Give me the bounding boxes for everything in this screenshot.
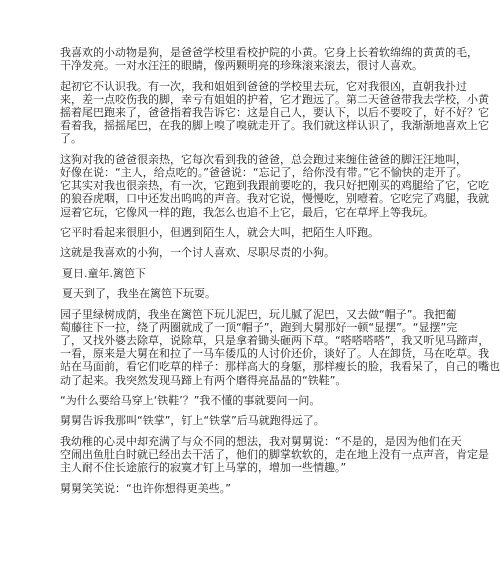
essay-title [62,267,442,280]
text-line: 主人耐不住长途旅行的寂寞才钉上马掌的，增加一些情趣。” [60,461,347,475]
text-line: 舅舅告诉我那叫“铁掌”，钉上“铁掌”后马就跑得远了。 [60,414,325,428]
text-line: 了。 [60,132,82,146]
text-line: 这就是我喜欢的小狗，一个讨人喜欢、尽职尽责的小狗。 [60,246,335,260]
text-line: 来，差一点咬伤我的脚，幸亏有姐姐的护着，它才跑远了。第二天爸爸带我去学校，小黄 [60,92,489,106]
paragraph-question [60,394,440,407]
paragraph-summer-intro [62,287,442,300]
paragraph-childish-idea [60,434,489,475]
text-line: 干净发亮。一对水汪汪的眼睛，像两颗明亮的珍珠滚来滚去，很讨人喜欢。 [60,59,423,73]
text-line: 它其实对我也很亲热，有一次，它跑到我跟前要吃的，我只好把刚买的鸡腿给了它，它吃 [60,179,489,193]
paragraph-first-meeting [60,79,489,146]
paragraph-garden [60,307,500,387]
text-line: 看着我，摇摇尾巴，在我的脚上嗅了嗅就走开了。我们就这样认识了，我渐渐地喜欢上它 [60,119,489,133]
text-line: “为什么要给马穿上‘铁鞋’？”我不懂的事就要问一问。 [60,394,321,407]
text-line: 空闹出鱼肚白时就已经出去干活了，他们的脚掌软软的，走在地上没有一点声音，肯定是 [60,447,489,461]
text-line: 这狗对我的爸爸很亲热，它每次看到我的爸爸，总会跑过来缠住爸爸的脚汪汪地叫， [60,152,467,166]
text-line: 好像在说：“主人，给点吃的。”爸爸说：“忘记了，给你没有带。”它不愉快的走开了。 [60,165,468,179]
text-line: 萄藤往下一拉，绕了两圈就成了一顶“帽子”，跑到大舅那好一顿“显摆”。“显摆”完 [60,320,458,334]
paragraph-dog-guard [60,226,440,239]
text-line: 我喜欢的小动物是狗，是爸爸学校里看校护院的小黄。它身上长着软绵绵的黄黄的毛， [60,46,478,59]
text-line: 站在马面前，看它们吃草的样子：那样高大的身躯，那样瘦长的脸，我看呆了，自己的嘴也 [60,360,500,374]
text-line: 夏天到了，我坐在篱笆下玩耍。 [62,287,216,301]
paragraph-dog-conclusion [60,246,440,259]
text-line: 它平时看起来很胆小，但遇到陌生人，就会大叫，把陌生人吓跑。 [60,226,379,239]
text-line: 我幼稚的心灵中却充满了与众不同的想法，我对舅舅说：“不是的，是因为他们在天 [60,434,462,448]
text-line: 园子里绿树成荫，我坐在篱笆下玩儿泥巴，玩儿腻了泥巴，又去做“帽子”。我把葡 [60,307,457,321]
text-line: 一看，原来是大舅在和拉了一马车倭瓜的人讨价还价，谈好了。人在卸货，马在吃草。我 [60,347,489,361]
text-line: 舅舅笑笑说：“也许你想得更美些。” [60,481,231,495]
text-line: 了，又找外婆去除草，说除草，只是拿着锄头砸两下草。“嗒嗒嗒嗒”，我又听见马蹄声， [60,333,490,347]
text-line: 的狼吞虎咽，口中还发出呜呜的声音。我对它说，慢慢吃，别噎着。它吃完了鸡腿，我就 [60,192,489,206]
paragraph-uncle-laugh [60,482,440,495]
text-line: 夏日.童年.篱笆下 [62,266,146,280]
text-line: 动了起来。我突然发现马蹄上有两个磨得亮晶晶的“铁鞋”。 [60,373,347,387]
paragraph-dog-affection [60,152,489,219]
paragraph-dog-intro [60,46,478,73]
paragraph-uncle-answer [60,414,440,427]
text-line: 起初它不认识我。有一次，我和姐姐到爸爸的学校里去玩，它对我很凶，直朝我扑过 [60,79,467,93]
text-line: 摇着尾巴跑来了，爸爸指着我告诉它：这是自己人，要认下，以后不要咬了，好不好？它 [60,105,489,119]
text-line: 逗着它玩，它像风一样的跑，我怎么也追不上它，最后，它在草坪上等我玩。 [60,205,434,219]
